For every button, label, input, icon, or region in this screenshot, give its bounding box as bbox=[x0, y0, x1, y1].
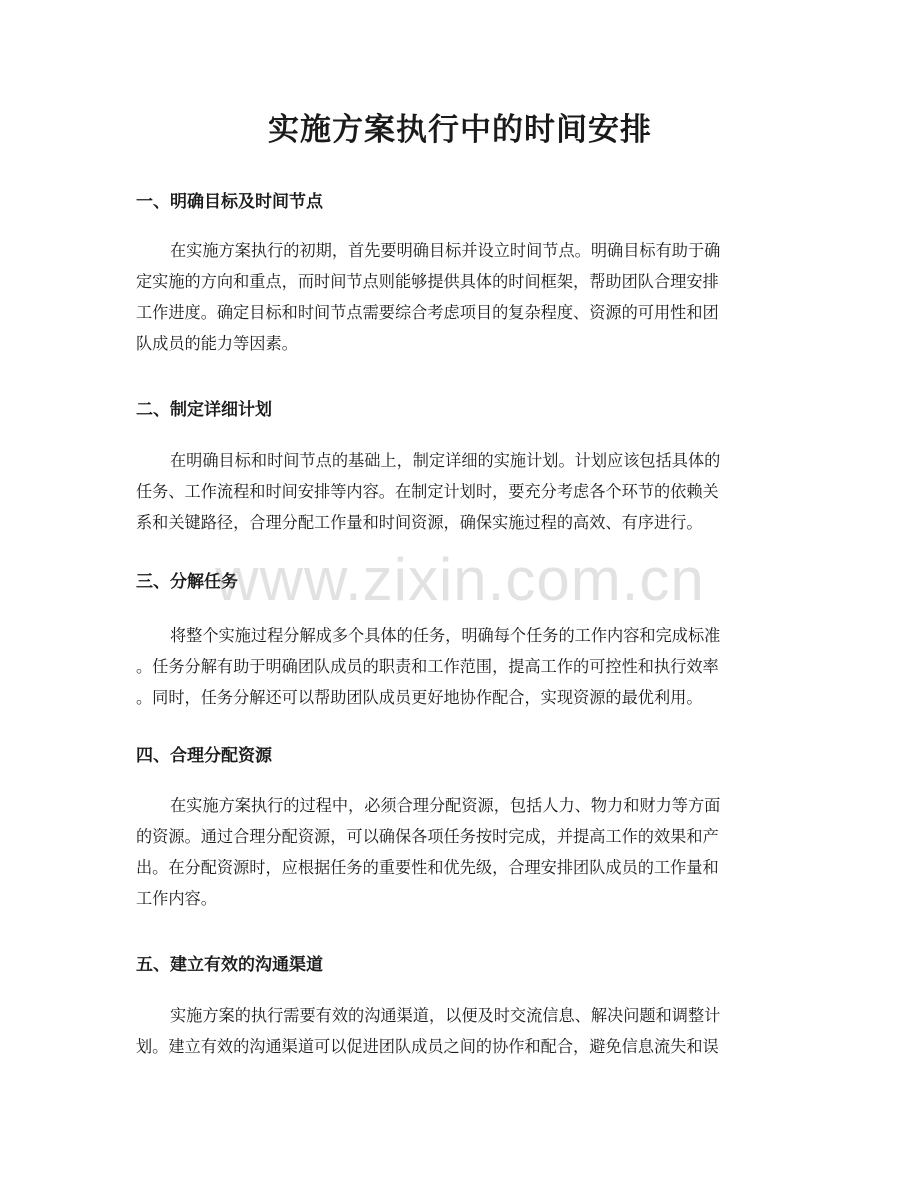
paragraph-line: 系和关键路径，合理分配工作量和时间资源，确保实施过程的高效、有序进行。 bbox=[136, 513, 703, 532]
section-heading-1: 一、明确目标及时间节点 bbox=[136, 192, 323, 212]
page-title: 实施方案执行中的时间安排 bbox=[268, 112, 652, 148]
section-heading-4: 四、合理分配资源 bbox=[136, 746, 272, 766]
section-heading-5: 五、建立有效的沟通渠道 bbox=[136, 955, 323, 975]
paragraph-line: 在明确目标和时间节点的基础上，制定详细的实施计划。计划应该包括具体的 bbox=[170, 451, 721, 470]
paragraph-line: 出。在分配资源时，应根据任务的重要性和优先级，合理安排团队成员的工作量和 bbox=[136, 858, 719, 877]
paragraph-line: 的资源。通过合理分配资源，可以确保各项任务按时完成，并提高工作的效果和产 bbox=[136, 827, 719, 846]
section-heading-2: 二、制定详细计划 bbox=[136, 400, 272, 420]
paragraph-line: 在实施方案执行的过程中，必须合理分配资源，包括人力、物力和财力等方面 bbox=[170, 796, 721, 815]
paragraph-line: 在实施方案执行的初期，首先要明确目标并设立时间节点。明确目标有助于确 bbox=[170, 241, 721, 260]
paragraph-line: 。任务分解有助于明确团队成员的职责和工作范围，提高工作的可控性和执行效率 bbox=[136, 657, 719, 676]
section-paragraph-5 bbox=[136, 1000, 786, 1062]
paragraph-line: 将整个实施过程分解成多个具体的任务，明确每个任务的工作内容和完成标准 bbox=[170, 626, 721, 645]
section-paragraph-4 bbox=[136, 790, 786, 914]
paragraph-line: 。同时，任务分解还可以帮助团队成员更好地协作配合，实现资源的最优利用。 bbox=[136, 688, 703, 707]
paragraph-line: 任务、工作流程和时间安排等内容。在制定计划时，要充分考虑各个环节的依赖关 bbox=[136, 482, 719, 501]
section-paragraph-2 bbox=[136, 445, 786, 538]
paragraph-line: 划。建立有效的沟通渠道可以促进团队成员之间的协作和配合，避免信息流失和误 bbox=[136, 1037, 719, 1056]
paragraph-line: 工作进度。确定目标和时间节点需要综合考虑项目的复杂程度、资源的可用性和团 bbox=[136, 303, 719, 322]
section-paragraph-1 bbox=[136, 235, 786, 359]
paragraph-line: 队成员的能力等因素。 bbox=[136, 334, 298, 353]
paragraph-line: 工作内容。 bbox=[136, 889, 217, 908]
section-paragraph-3 bbox=[136, 620, 786, 713]
paragraph-line: 实施方案的执行需要有效的沟通渠道，以便及时交流信息、解决问题和调整计 bbox=[170, 1006, 721, 1025]
section-heading-3: 三、分解任务 bbox=[136, 572, 238, 592]
watermark-text: www.zixin.com.cn bbox=[215, 546, 705, 613]
paragraph-line: 定实施的方向和重点，而时间节点则能够提供具体的时间框架，帮助团队合理安排 bbox=[136, 272, 719, 291]
